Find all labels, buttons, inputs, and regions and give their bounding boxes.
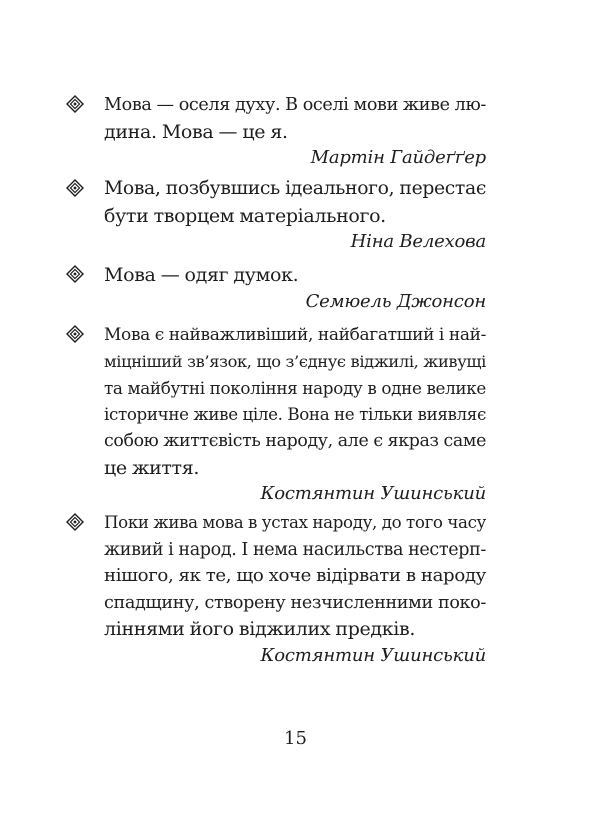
- quote-author: Костянтин Ушинський: [260, 483, 486, 504]
- page-number: 15: [284, 728, 307, 749]
- quote-block: [66, 510, 486, 668]
- quote-line: собою життєвість народу, але є якраз саме: [104, 431, 486, 451]
- quote-line: бути творцем матеріального.: [104, 204, 386, 227]
- quote-line: нішого, як те, що хоче відірвати в народу: [104, 565, 486, 586]
- quote-author: Семюель Джонсон: [305, 290, 486, 312]
- quote-text: [104, 510, 486, 643]
- diamond-bullet-icon: [66, 179, 84, 197]
- quote-line: це життя.: [104, 456, 200, 479]
- quote-line: та майбутні покоління народу в одне велике: [104, 378, 486, 398]
- quote-line: Мова є найважливіший, найбагатший і най-: [104, 325, 486, 345]
- quote-author: Ніна Велехова: [350, 231, 486, 252]
- diamond-bullet-icon: [66, 265, 84, 283]
- quote-author: Костянтин Ушинський: [260, 644, 486, 666]
- quote-line: міцніший зв’язок, що з’єднує віджилі, живущі: [104, 351, 486, 371]
- quote-block: [66, 176, 486, 254]
- quote-block: [66, 262, 486, 314]
- quote-line: Мова — оселя духу. В оселі мови живе лю-: [104, 95, 486, 115]
- quote-block: [66, 92, 486, 170]
- diamond-bullet-icon: [66, 513, 84, 531]
- quote-block: [66, 322, 486, 506]
- quote-text: [104, 92, 486, 145]
- diamond-bullet-icon: [66, 325, 84, 343]
- quote-line: історичне живе ціле. Вона не тільки виявляє: [104, 404, 486, 424]
- diamond-bullet-icon: [66, 95, 84, 113]
- quote-line: спадщину, створену незчисленними поко-: [104, 592, 486, 613]
- quote-line: ліннями його віджилих предків.: [104, 618, 416, 640]
- quote-text: [104, 262, 486, 289]
- quote-text: [104, 322, 486, 481]
- quote-line: Поки жива мова в устах народу, до того часу: [104, 513, 486, 532]
- quote-author: Мартін Гайдеґґер: [310, 147, 486, 168]
- quote-line: живий і народ. І нема насильства нестерп-: [104, 539, 486, 560]
- quote-line: Мова, позбувшись ідеального, перестає: [104, 178, 486, 199]
- quote-line: дина. Мова — це я.: [104, 120, 288, 143]
- quote-text: [104, 176, 486, 229]
- quote-line: Мова — одяг думок.: [104, 264, 299, 286]
